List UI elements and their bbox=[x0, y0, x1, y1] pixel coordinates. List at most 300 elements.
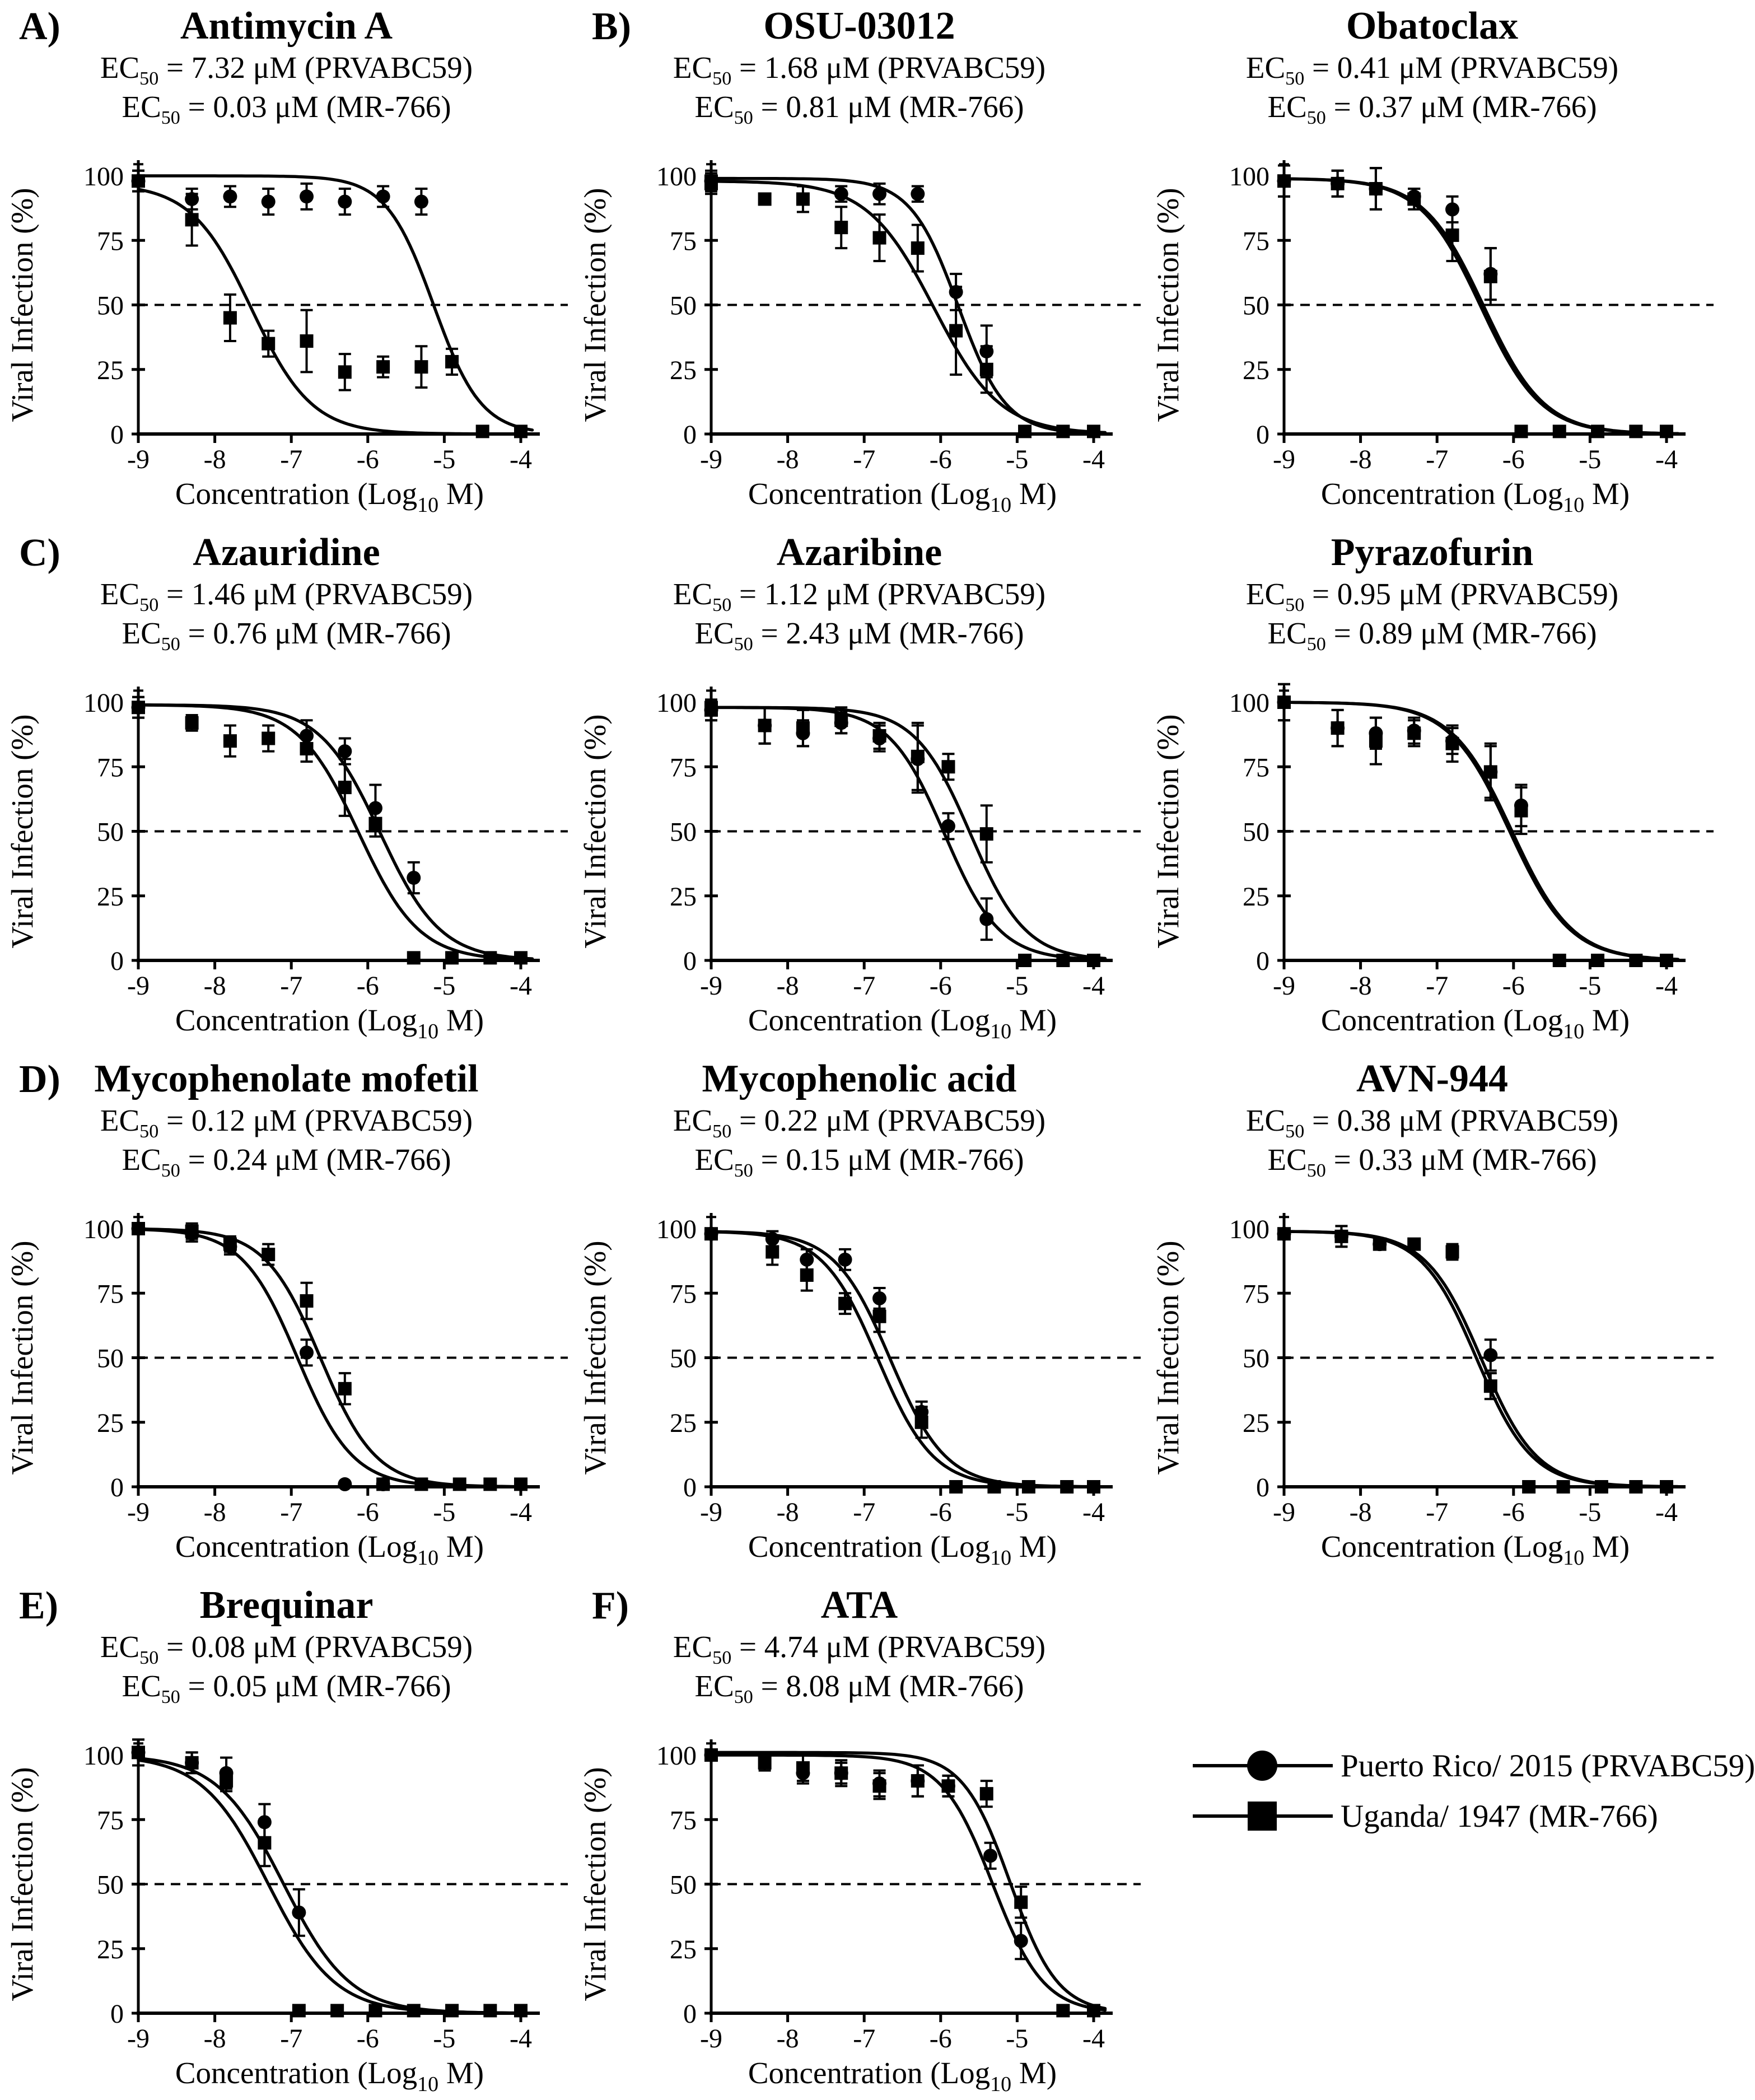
x-tick-label: -7 bbox=[853, 970, 876, 1001]
ec50-line bbox=[573, 1142, 1146, 1182]
y-tick-label: 25 bbox=[97, 355, 124, 385]
data-point-square bbox=[796, 1761, 810, 1775]
ec50-line bbox=[0, 1630, 573, 1669]
x-tick-label: -8 bbox=[203, 1497, 226, 1527]
data-point-square bbox=[911, 1774, 925, 1788]
data-point-circle bbox=[1483, 1348, 1497, 1362]
data-point-square bbox=[1514, 424, 1528, 438]
data-point-square bbox=[376, 360, 390, 374]
data-point-square bbox=[1660, 954, 1673, 967]
data-point-circle bbox=[414, 194, 428, 208]
ec50-prefix: EC bbox=[1245, 50, 1286, 85]
panel-letter: D) bbox=[19, 1058, 60, 1101]
data-point-square bbox=[300, 1294, 314, 1308]
data-point-square bbox=[1056, 954, 1070, 967]
data-point-circle bbox=[983, 1849, 997, 1863]
data-point-square bbox=[300, 334, 314, 348]
y-tick-label: 75 bbox=[97, 1805, 124, 1836]
y-tick-label: 50 bbox=[97, 1870, 124, 1900]
y-tick-label: 0 bbox=[1256, 946, 1269, 976]
ec50-block bbox=[1146, 1103, 1719, 1182]
data-point-square bbox=[980, 363, 993, 376]
ec50-value-strain: = 1.46 μM (PRVABC59) bbox=[158, 576, 473, 611]
y-tick-label: 100 bbox=[83, 161, 124, 192]
panel-obatoclax bbox=[1146, 0, 1719, 526]
x-axis-label bbox=[175, 477, 484, 517]
ec50-prefix: EC bbox=[1245, 576, 1286, 611]
data-point-square bbox=[376, 1477, 390, 1491]
curve-mr766 bbox=[711, 181, 1105, 433]
data-point-square bbox=[758, 1756, 772, 1770]
y-axis-label: Viral Infection (%) bbox=[5, 1767, 39, 2001]
ec50-line bbox=[0, 1669, 573, 1708]
y-tick-label: 25 bbox=[670, 355, 697, 385]
data-point-square bbox=[1484, 765, 1497, 778]
data-point-square bbox=[1522, 1480, 1535, 1494]
ec50-subscript: 50 bbox=[1306, 107, 1326, 128]
y-tick-label: 50 bbox=[1243, 817, 1269, 847]
panel-antimycin-a bbox=[0, 0, 573, 526]
x-tick-label: -4 bbox=[1655, 970, 1678, 1001]
data-point-square bbox=[445, 2004, 459, 2017]
x-tick-label: -4 bbox=[510, 2023, 532, 2054]
panel-title: OSU-03012 bbox=[763, 4, 955, 48]
legend-circle-marker-icon bbox=[1193, 1746, 1333, 1786]
x-tick-label: -7 bbox=[1426, 444, 1449, 474]
ec50-prefix: EC bbox=[122, 1668, 161, 1703]
ec50-prefix: EC bbox=[1267, 615, 1307, 650]
y-tick-label: 100 bbox=[1229, 688, 1269, 718]
data-point-square bbox=[873, 231, 886, 244]
data-point-square bbox=[368, 817, 382, 830]
data-point-square bbox=[338, 365, 352, 379]
data-point-square bbox=[1591, 954, 1604, 967]
ec50-value-strain: = 1.12 μM (PRVABC59) bbox=[731, 576, 1046, 611]
ec50-line bbox=[573, 1669, 1146, 1708]
ec50-subscript: 50 bbox=[1306, 633, 1326, 655]
y-tick-label: 0 bbox=[110, 946, 124, 976]
legend bbox=[1146, 1579, 1755, 2084]
data-point-square bbox=[1446, 737, 1459, 750]
x-tick-label: -7 bbox=[1426, 1497, 1449, 1527]
data-point-square bbox=[796, 721, 810, 735]
x-tick-label: -9 bbox=[700, 1497, 722, 1527]
data-point-square bbox=[445, 355, 459, 368]
panel-ata bbox=[573, 1579, 1146, 2096]
x-tick-label: -4 bbox=[510, 1497, 532, 1527]
legend-entry-prvabc59 bbox=[1193, 1745, 1755, 1786]
x-axis-label-pre: Concentration (Log bbox=[748, 1529, 991, 1564]
curve-mr766 bbox=[711, 1232, 1105, 1487]
data-point-square bbox=[704, 177, 718, 190]
data-point-square bbox=[1087, 424, 1100, 438]
x-axis-label bbox=[1321, 1003, 1630, 1043]
ec50-value-strain: = 0.89 μM (MR-766) bbox=[1325, 615, 1597, 650]
x-tick-label: -5 bbox=[1006, 2023, 1029, 2054]
data-point-square bbox=[873, 1310, 886, 1323]
y-tick-label: 50 bbox=[670, 291, 697, 321]
panel-title: Mycophenolate mofetil bbox=[94, 1057, 479, 1100]
dose-response-plot bbox=[0, 1193, 573, 1574]
data-point-square bbox=[1087, 954, 1100, 967]
x-axis-label-post: M) bbox=[1011, 476, 1057, 511]
data-point-square bbox=[223, 734, 237, 748]
curve-mr766 bbox=[711, 1752, 1105, 2008]
y-tick-label: 25 bbox=[97, 881, 124, 912]
x-tick-label: -7 bbox=[280, 1497, 303, 1527]
panel-title: ATA bbox=[820, 1584, 898, 1627]
x-tick-label: -7 bbox=[280, 970, 303, 1001]
ec50-subscript: 50 bbox=[734, 633, 753, 655]
ec50-subscript: 50 bbox=[139, 68, 159, 89]
y-axis-label: Viral Infection (%) bbox=[5, 1240, 39, 1475]
x-tick-label: -6 bbox=[1502, 444, 1525, 474]
x-tick-label: -6 bbox=[356, 444, 379, 474]
ec50-line bbox=[573, 90, 1146, 129]
ec50-value-strain: = 0.41 μM (PRVABC59) bbox=[1304, 50, 1619, 85]
ec50-line bbox=[1146, 50, 1719, 90]
panel-azaribine bbox=[573, 526, 1146, 1053]
y-axis-label: Viral Infection (%) bbox=[1151, 714, 1185, 949]
data-point-square bbox=[1277, 696, 1291, 709]
legend-entry-mr766 bbox=[1193, 1795, 1719, 1837]
x-axis-label bbox=[748, 1003, 1057, 1043]
x-tick-label: -6 bbox=[929, 1497, 952, 1527]
x-tick-label: -4 bbox=[1082, 1497, 1105, 1527]
data-point-square bbox=[1373, 1238, 1387, 1251]
curve-mr766 bbox=[138, 1760, 533, 2013]
data-point-square bbox=[1407, 726, 1421, 740]
panel-title: Mycophenolic acid bbox=[702, 1057, 1017, 1100]
y-tick-label: 75 bbox=[1243, 753, 1269, 783]
panel-azauridine bbox=[0, 526, 573, 1053]
ec50-line bbox=[0, 1103, 573, 1142]
dose-response-plot bbox=[1146, 666, 1719, 1047]
panel-pyrazofurin bbox=[1146, 526, 1719, 1053]
ec50-line bbox=[0, 50, 573, 90]
ec50-prefix: EC bbox=[673, 1103, 713, 1137]
y-tick-label: 50 bbox=[97, 1343, 124, 1374]
panel-title: Pyrazofurin bbox=[1331, 531, 1534, 574]
legend-square-marker-icon bbox=[1193, 1796, 1333, 1836]
data-point-circle bbox=[376, 189, 390, 203]
ec50-line bbox=[573, 1630, 1146, 1669]
ec50-block bbox=[0, 50, 573, 129]
x-tick-label: -9 bbox=[700, 2023, 722, 2054]
ec50-subscript: 50 bbox=[161, 633, 180, 655]
data-point-square bbox=[1591, 424, 1604, 438]
x-axis-label-pre: Concentration (Log bbox=[1320, 1529, 1563, 1564]
x-tick-label: -9 bbox=[1273, 444, 1295, 474]
x-axis-label bbox=[175, 1003, 484, 1043]
ec50-block bbox=[573, 1630, 1146, 1708]
ec50-line bbox=[573, 50, 1146, 90]
y-tick-label: 50 bbox=[670, 817, 697, 847]
x-tick-label: -5 bbox=[1006, 444, 1029, 474]
dose-response-plot bbox=[1146, 1193, 1719, 1574]
x-axis-label-subscript: 10 bbox=[417, 1546, 439, 1570]
data-point-square bbox=[941, 760, 955, 773]
data-point-square bbox=[445, 951, 459, 964]
data-point-square bbox=[1277, 1227, 1291, 1240]
data-point-square bbox=[796, 192, 810, 206]
ec50-block bbox=[1146, 577, 1719, 655]
x-axis-label-post: M) bbox=[438, 476, 484, 511]
data-point-square bbox=[1553, 424, 1566, 438]
y-tick-label: 50 bbox=[670, 1343, 697, 1374]
dose-response-plot bbox=[573, 1193, 1146, 1574]
x-axis-label-post: M) bbox=[1584, 1529, 1630, 1564]
x-tick-label: -8 bbox=[776, 2023, 799, 2054]
panel-title: Azauridine bbox=[193, 531, 380, 574]
legend-label: Uganda/ 1947 (MR-766) bbox=[1341, 1798, 1658, 1834]
data-point-square bbox=[514, 1477, 528, 1491]
ec50-value-strain: = 0.05 μM (MR-766) bbox=[180, 1668, 451, 1703]
y-axis-label: Viral Infection (%) bbox=[578, 188, 612, 422]
x-tick-label: -8 bbox=[776, 1497, 799, 1527]
ec50-line bbox=[1146, 616, 1719, 655]
x-axis-label-post: M) bbox=[1011, 1002, 1057, 1037]
ec50-subscript: 50 bbox=[1306, 1160, 1326, 1181]
curve-prvabc59 bbox=[138, 1758, 533, 2013]
x-axis-label-subscript: 10 bbox=[417, 2072, 439, 2096]
data-point-square bbox=[483, 1477, 497, 1491]
x-tick-label: -7 bbox=[853, 2023, 876, 2054]
x-tick-label: -4 bbox=[1082, 2023, 1105, 2054]
x-axis-label-subscript: 10 bbox=[990, 493, 1012, 517]
data-point-square bbox=[220, 1774, 233, 1788]
panel-letter: E) bbox=[19, 1584, 58, 1627]
data-point-square bbox=[185, 1224, 199, 1238]
ec50-value-strain: = 0.95 μM (PRVABC59) bbox=[1304, 576, 1619, 611]
panel-letter: B) bbox=[592, 5, 631, 48]
x-axis-label bbox=[1321, 477, 1630, 517]
ec50-line bbox=[573, 616, 1146, 655]
y-tick-label: 0 bbox=[1256, 1472, 1269, 1502]
data-point-square bbox=[1331, 721, 1345, 735]
x-tick-label: -6 bbox=[1502, 970, 1525, 1001]
panel-letter: C) bbox=[19, 531, 60, 575]
ec50-subscript: 50 bbox=[161, 1686, 180, 1707]
x-tick-label: -6 bbox=[356, 970, 379, 1001]
x-axis-label-post: M) bbox=[1011, 2055, 1057, 2090]
x-tick-label: -4 bbox=[510, 970, 532, 1001]
data-point-square bbox=[1595, 1480, 1608, 1494]
legend-circle-marker bbox=[1247, 1751, 1277, 1781]
y-tick-label: 100 bbox=[656, 1214, 697, 1244]
data-point-square bbox=[834, 1766, 848, 1780]
data-point-square bbox=[292, 2004, 306, 2017]
data-point-circle bbox=[407, 871, 421, 885]
ec50-value-strain: = 0.81 μM (MR-766) bbox=[753, 89, 1024, 124]
ec50-prefix: EC bbox=[694, 1668, 734, 1703]
data-point-square bbox=[838, 1297, 852, 1310]
ec50-prefix: EC bbox=[694, 89, 734, 124]
y-tick-label: 75 bbox=[97, 1279, 124, 1309]
ec50-block bbox=[1146, 50, 1719, 129]
data-point-square bbox=[1056, 2004, 1070, 2017]
data-point-square bbox=[1629, 1480, 1642, 1494]
x-tick-label: -9 bbox=[127, 1497, 150, 1527]
data-point-square bbox=[1629, 954, 1642, 967]
data-point-circle bbox=[911, 187, 925, 201]
ec50-prefix: EC bbox=[100, 1629, 140, 1664]
curve-prvabc59 bbox=[711, 1231, 1105, 1487]
x-tick-label: -5 bbox=[1579, 970, 1602, 1001]
panel-title: Antimycin A bbox=[180, 4, 393, 48]
data-point-square bbox=[476, 424, 489, 438]
data-point-square bbox=[338, 781, 352, 794]
data-point-square bbox=[1087, 2004, 1100, 2017]
x-tick-label: -9 bbox=[127, 444, 150, 474]
y-tick-label: 100 bbox=[656, 688, 697, 718]
dose-response-plot bbox=[0, 666, 573, 1047]
data-point-square bbox=[941, 1779, 955, 1793]
x-tick-label: -5 bbox=[1579, 444, 1602, 474]
ec50-block bbox=[573, 50, 1146, 129]
x-tick-label: -9 bbox=[1273, 970, 1295, 1001]
y-tick-label: 0 bbox=[110, 1999, 124, 2029]
ec50-block bbox=[0, 577, 573, 655]
y-tick-label: 25 bbox=[97, 1934, 124, 1964]
x-axis-label-subscript: 10 bbox=[990, 2072, 1012, 2096]
curve-prvabc59 bbox=[1284, 1231, 1678, 1487]
x-tick-label: -6 bbox=[929, 444, 952, 474]
y-axis-label: Viral Infection (%) bbox=[5, 714, 39, 949]
x-tick-label: -4 bbox=[1082, 444, 1105, 474]
data-point-square bbox=[1087, 1480, 1100, 1494]
y-axis-label: Viral Infection (%) bbox=[5, 188, 39, 422]
data-point-square bbox=[185, 213, 199, 226]
x-tick-label: -4 bbox=[1655, 1497, 1678, 1527]
panel-avn-944 bbox=[1146, 1053, 1719, 1579]
y-tick-label: 50 bbox=[97, 291, 124, 321]
data-point-square bbox=[800, 1268, 814, 1282]
data-point-square bbox=[1514, 804, 1528, 817]
x-tick-label: -4 bbox=[1655, 444, 1678, 474]
data-point-square bbox=[915, 1416, 928, 1429]
data-point-square bbox=[1446, 228, 1459, 242]
ec50-subscript: 50 bbox=[734, 1160, 753, 1181]
ec50-subscript: 50 bbox=[1285, 1121, 1305, 1142]
x-tick-label: -7 bbox=[1426, 970, 1449, 1001]
x-axis-label-subscript: 10 bbox=[990, 1019, 1012, 1043]
data-point-square bbox=[223, 1238, 237, 1251]
x-axis-label-post: M) bbox=[1011, 1529, 1057, 1564]
x-tick-label: -8 bbox=[1349, 1497, 1372, 1527]
data-point-square bbox=[1660, 1480, 1673, 1494]
x-tick-label: -7 bbox=[853, 1497, 876, 1527]
ec50-line bbox=[0, 1142, 573, 1182]
ec50-prefix: EC bbox=[673, 576, 713, 611]
x-tick-label: -8 bbox=[1349, 444, 1372, 474]
data-point-square bbox=[407, 951, 421, 964]
ec50-line bbox=[1146, 1142, 1719, 1182]
x-tick-label: -5 bbox=[1006, 1497, 1029, 1527]
data-point-square bbox=[987, 1480, 1001, 1494]
x-axis-label-subscript: 10 bbox=[417, 1019, 439, 1043]
data-point-square bbox=[514, 424, 528, 438]
ec50-prefix: EC bbox=[122, 89, 161, 124]
ec50-value-strain: = 1.68 μM (PRVABC59) bbox=[731, 50, 1046, 85]
ec50-line bbox=[573, 577, 1146, 616]
ec50-prefix: EC bbox=[100, 576, 140, 611]
x-tick-label: -6 bbox=[929, 2023, 952, 2054]
y-axis-label: Viral Infection (%) bbox=[578, 1767, 612, 2001]
x-tick-label: -5 bbox=[433, 2023, 456, 2054]
x-tick-label: -6 bbox=[929, 970, 952, 1001]
ec50-value-strain: = 0.33 μM (MR-766) bbox=[1325, 1142, 1597, 1177]
panel-title: Brequinar bbox=[199, 1584, 374, 1627]
data-point-square bbox=[132, 1746, 145, 1759]
ec50-value-strain: = 0.12 μM (PRVABC59) bbox=[158, 1103, 473, 1137]
ec50-subscript: 50 bbox=[139, 1121, 159, 1142]
x-axis-label-post: M) bbox=[1584, 1002, 1630, 1037]
data-point-square bbox=[766, 1245, 779, 1258]
y-tick-label: 25 bbox=[1243, 1408, 1269, 1438]
data-point-square bbox=[1277, 174, 1291, 188]
data-point-square bbox=[1369, 734, 1383, 748]
ec50-value-strain: = 0.03 μM (MR-766) bbox=[180, 89, 451, 124]
x-tick-label: -5 bbox=[433, 970, 456, 1001]
y-tick-label: 25 bbox=[670, 1408, 697, 1438]
data-point-square bbox=[262, 731, 275, 745]
x-tick-label: -7 bbox=[280, 2023, 303, 2054]
y-axis-label: Viral Infection (%) bbox=[578, 714, 612, 949]
curve-prvabc59 bbox=[711, 1755, 1105, 2010]
panel-letter: F) bbox=[592, 1584, 629, 1627]
ec50-prefix: EC bbox=[673, 50, 713, 85]
x-axis-label-pre: Concentration (Log bbox=[748, 476, 991, 511]
ec50-prefix: EC bbox=[694, 1142, 734, 1177]
y-tick-label: 75 bbox=[670, 226, 697, 256]
data-point-square bbox=[1056, 424, 1070, 438]
x-axis-label bbox=[1321, 1529, 1630, 1570]
ec50-subscript: 50 bbox=[161, 107, 180, 128]
dose-response-plot bbox=[0, 1719, 573, 2100]
data-point-square bbox=[1553, 954, 1566, 967]
x-tick-label: -7 bbox=[280, 444, 303, 474]
x-tick-label: -6 bbox=[356, 2023, 379, 2054]
data-point-square bbox=[1334, 1230, 1348, 1243]
legend-square-marker bbox=[1248, 1802, 1277, 1831]
ec50-subscript: 50 bbox=[161, 1160, 180, 1181]
data-point-square bbox=[262, 1248, 275, 1261]
ec50-value-strain: = 0.76 μM (MR-766) bbox=[180, 615, 451, 650]
data-point-square bbox=[980, 827, 993, 841]
data-point-circle bbox=[872, 187, 886, 201]
y-tick-label: 100 bbox=[83, 1740, 124, 1771]
x-tick-label: -9 bbox=[700, 970, 722, 1001]
data-point-square bbox=[704, 1748, 718, 1762]
data-point-circle bbox=[300, 1346, 314, 1360]
data-point-circle bbox=[834, 187, 848, 201]
x-axis-label-pre: Concentration (Log bbox=[1320, 1002, 1563, 1037]
x-axis-label-subscript: 10 bbox=[990, 1546, 1012, 1570]
ec50-line bbox=[1146, 577, 1719, 616]
x-tick-label: -6 bbox=[356, 1497, 379, 1527]
data-point-circle bbox=[979, 912, 993, 926]
ec50-value-strain: = 7.32 μM (PRVABC59) bbox=[158, 50, 473, 85]
data-point-circle bbox=[300, 189, 314, 203]
x-tick-label: -9 bbox=[127, 2023, 150, 2054]
x-axis-label bbox=[175, 2056, 484, 2096]
ec50-subscript: 50 bbox=[139, 1647, 159, 1668]
x-tick-label: -8 bbox=[776, 970, 799, 1001]
data-point-square bbox=[1484, 270, 1497, 283]
dose-response-plot bbox=[573, 1719, 1146, 2100]
panel-title: Obatoclax bbox=[1346, 4, 1519, 48]
